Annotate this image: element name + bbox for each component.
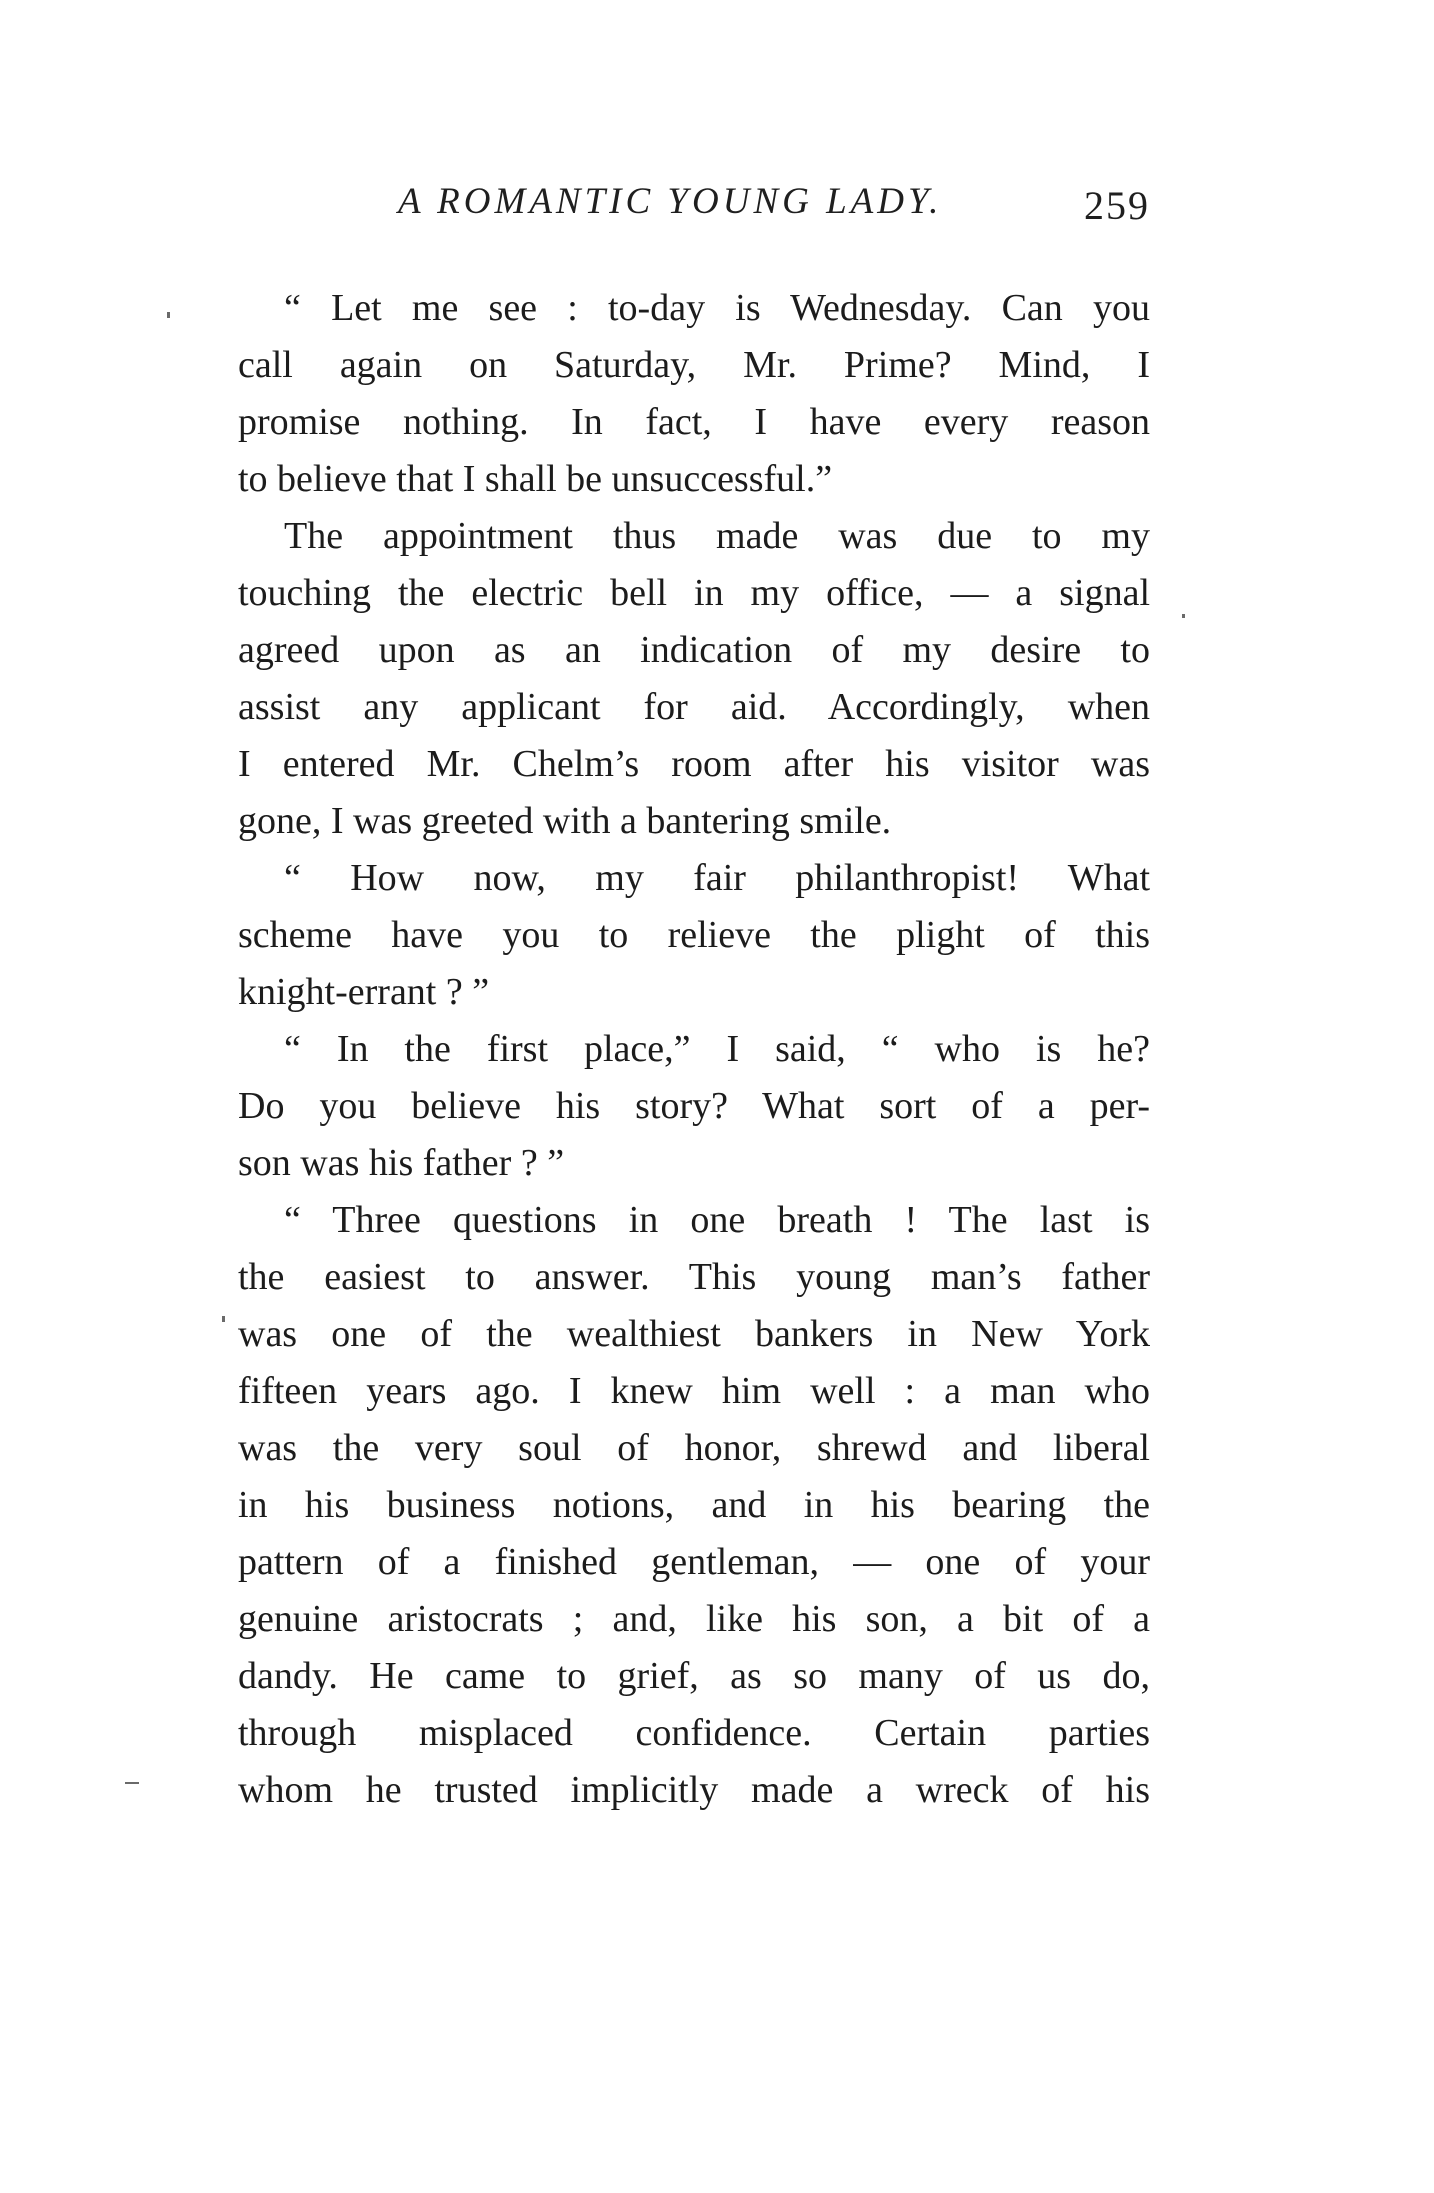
text-line: was one of the wealthiest bankers in New York <box>238 1313 1150 1355</box>
page-number: 259 <box>1084 183 1150 228</box>
text-line: Do you believe his story? What sort of a per- <box>238 1085 1150 1127</box>
print-speck <box>1182 614 1185 618</box>
body-text <box>238 280 1150 1819</box>
text-line: knight-errant ? ” <box>238 971 490 1013</box>
running-title: A ROMANTIC YOUNG LADY. <box>398 181 943 222</box>
text-line: touching the electric bell in my office, — a signal <box>238 572 1150 614</box>
text-line: whom he trusted implicitly made a wreck of his <box>238 1769 1150 1811</box>
text-line: genuine aristocrats ; and, like his son, a bit of a <box>238 1598 1150 1640</box>
print-speck <box>125 1782 139 1784</box>
text-line: “ Let me see : to-day is Wednesday. Can you <box>284 287 1150 329</box>
text-line: the easiest to answer. This young man’s father <box>238 1256 1150 1298</box>
text-line: “ How now, my fair philanthropist! What <box>284 857 1150 899</box>
text-line: in his business notions, and in his bearing the <box>238 1484 1150 1526</box>
text-line: promise nothing. In fact, I have every reason <box>238 401 1150 443</box>
text-line: I entered Mr. Chelm’s room after his visitor was <box>238 743 1150 785</box>
running-header <box>238 180 1150 240</box>
text-line: pattern of a finished gentleman, — one of your <box>238 1541 1150 1583</box>
print-speck <box>167 312 170 318</box>
text-line: agreed upon as an indication of my desire to <box>238 629 1150 671</box>
text-line: son was his father ? ” <box>238 1142 565 1184</box>
text-line: assist any applicant for aid. Accordingly, when <box>238 686 1150 728</box>
text-line: scheme have you to relieve the plight of this <box>238 914 1150 956</box>
text-line: through misplaced confidence. Certain parties <box>238 1712 1150 1754</box>
text-line: “ In the first place,” I said, “ who is he? <box>284 1028 1150 1070</box>
text-line: gone, I was greeted with a bantering smile. <box>238 800 892 842</box>
text-line: dandy. He came to grief, as so many of us do, <box>238 1655 1150 1697</box>
print-speck <box>222 1316 225 1322</box>
text-line: The appointment thus made was due to my <box>284 515 1150 557</box>
text-line: was the very soul of honor, shrewd and liberal <box>238 1427 1150 1469</box>
text-line: call again on Saturday, Mr. Prime? Mind, I <box>238 344 1150 386</box>
text-line: “ Three questions in one breath ! The last is <box>284 1199 1150 1241</box>
text-line: to believe that I shall be unsuccessful.” <box>238 458 833 500</box>
text-line: fifteen years ago. I knew him well : a man who <box>238 1370 1150 1412</box>
